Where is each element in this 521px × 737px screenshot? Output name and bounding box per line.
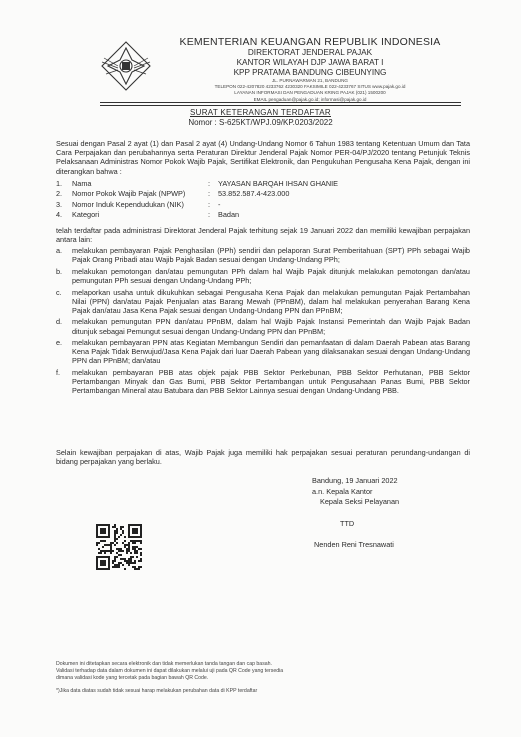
tax-office-name: KPP PRATAMA BANDUNG CIBEUNYING — [233, 68, 387, 77]
field-separator: : — [208, 199, 211, 209]
regional-office-name: KANTOR WILAYAH DJP JAWA BARAT I — [236, 58, 384, 67]
field-number: 1. — [56, 178, 63, 188]
field-number: 3. — [56, 199, 63, 209]
ministry-emblem-icon — [96, 36, 156, 96]
field-label: Nomor Induk Kependudukan (NIK) — [72, 199, 184, 209]
signature-block — [312, 476, 399, 551]
field-separator: : — [208, 210, 211, 220]
footer-note: *)Jika data diatas sudah tidak sesuai harap melakukan perubahan data di KPP terdaftar — [56, 688, 258, 694]
field-number: 4. — [56, 210, 63, 220]
letterhead — [160, 36, 460, 103]
field-row — [56, 210, 470, 221]
letterhead-divider-thin — [100, 105, 461, 106]
qr-code-icon[interactable] — [96, 524, 142, 570]
office-address: JL. PURNAWARMAN 21, BANDUNG — [272, 78, 348, 83]
ministry-name: KEMENTERIAN KEUANGAN REPUBLIK INDONESIA — [179, 36, 441, 48]
field-value-name: YAYASAN BARQAH IHSAN GHANIE — [218, 178, 339, 188]
list-item-text: melakukan pemungutan PPN dan/atau PPnBM, dalam hal Wajib Pajak Instansi Pemerintah dan Wajib Pajak Badan ditunjuk sebagai Pemungut sesuai dengan Undang-Undang PPN dan PPnBM; — [72, 317, 470, 336]
footer-note: dimana validasi kode yang tercetak pada bagian bawah QR Code. — [56, 675, 209, 681]
list-marker: b. — [56, 266, 63, 276]
list-item-text: melakukan pembayaran Pajak Penghasilan (PPh) sendiri dan pelaporan Surat Pemberitahuan (SPT) PPh sebagai Wajib Pajak Orang Pribadi atau Wajib Pajak Badan sesuai dengan Undang-Undang PPh; — [72, 246, 470, 265]
document-number: Nomor : S-625KT/WPJ.09/KP.0203/2022 — [188, 118, 333, 127]
letterhead-divider — [100, 102, 461, 103]
signature-ttd: TTD — [340, 518, 355, 528]
field-separator: : — [208, 178, 211, 188]
footer-note: Dokumen ini ditetapkan secara elektronik dan tidak memerlukan tanda tangan dan cap basah. — [56, 661, 272, 667]
taxpayer-fields — [56, 178, 470, 220]
field-label: Nomor Pokok Wajib Pajak (NPWP) — [72, 189, 186, 199]
list-item — [56, 317, 470, 335]
footer-note: Validasi terhadap data dalam dokumen ini dapat dilakukan melalui uji pada QR Code yang tersedia — [56, 668, 284, 674]
signer-position: Kepala Seksi Pelayanan — [320, 497, 400, 506]
list-item — [56, 267, 470, 285]
intro-paragraph: Sesuai dengan Pasal 2 ayat (1) dan Pasal 2 ayat (4) Undang-Undang Nomor 6 Tahun 1983 tentang Ketentuan Umum dan Tata Cara Perpajakan dan perubahannya serta Peraturan Direktur Jenderal Pajak Nomor PER-04/PJ/2020 tentang Petunjuk Teknis Pelaksanaan Administras Nomor Pokok Wajib Pajak, Sertifikat Elektronik, dan Pengukuhan Pengusaha Kena Pajak, dengan ini diterangkan bahwa : — [56, 139, 470, 176]
field-separator: : — [208, 189, 211, 199]
list-marker: d. — [56, 317, 63, 327]
field-value-npwp: 53.852.587.4-423.000 — [218, 189, 290, 199]
list-item — [56, 368, 470, 395]
field-row — [56, 178, 470, 189]
document-heading: SURAT KETERANGAN TERDAFTAR — [189, 108, 331, 117]
list-item — [56, 288, 470, 315]
list-item-text: melaporkan usaha untuk dikukuhkan sebagai Pengusaha Kena Pajak dan melakukan pemungutan Pajak Pertambahan Nilai (PPN) dan/atau Pajak Penjualan atas Barang Mewah (PPnBM), dalam hal melakukan penyerahan Barang Kena Pajak dan/atau Jasa Kena Pajak sesuai dengan Undang-Undang PPN dan PPnBM; — [72, 287, 470, 315]
list-item-text: melakukan pembayaran PBB atas objek pajak PBB Sektor Perkebunan, PBB Sektor Perhutanan, PBB Sektor Pertambangan Minyak dan Gas Bumi, PBB Sektor Pertambangan untuk Pengusahaan Panas Bumi, PBB Sektor Pertambangan Mineral atau Batubara dan PBB Sektor Lainnya sesuai dengan Undang-Undang PBB. — [72, 368, 470, 396]
field-label: Kategori — [72, 210, 100, 220]
field-row — [56, 199, 470, 210]
list-marker: a. — [56, 246, 63, 255]
office-contact: TELEPON 022-4207820 4233762 4230320 FAKSIMILE 022-4233767 SITUS www.pajak.go.id — [214, 84, 406, 90]
office-email: EMAIL pengaduan@pajak.go.id; informasi@pajak.go.id — [253, 96, 367, 102]
list-marker: f. — [56, 368, 61, 378]
closing-paragraph: Selain kewajiban perpajakan di atas, Wajib Pajak juga memiliki hak perpajakan sesuai peraturan perundang-undangan di bidang perpajakan yang berlaku. — [56, 448, 470, 467]
field-value-nik: - — [218, 199, 221, 209]
field-row — [56, 189, 470, 200]
field-label: Nama — [72, 178, 92, 188]
document-title — [0, 108, 521, 128]
footer-notes — [56, 661, 470, 695]
list-marker: e. — [56, 338, 63, 348]
list-item-text: melakukan pemotongan dan/atau pemungutan PPh dalam hal Wajib Pajak ditunjuk melakukan pemotongan dan/atau pemungutan PPh sesuai dengan Undang-Undang PPh; — [72, 266, 470, 285]
place-date: Bandung, 19 Januari 2022 — [312, 476, 398, 485]
obligations-intro: telah terdaftar pada administrasi Direktorat Jenderal Pajak terhitung sejak 19 Januari 2022 dan memiliki kewajiban perpajakan antara lain: — [56, 226, 470, 245]
field-value-category: Badan — [218, 210, 240, 220]
on-behalf-of: a.n. Kepala Kantor — [312, 486, 373, 496]
signer-name: Nenden Reni Tresnawati — [314, 540, 394, 549]
list-item-text: melakukan pembayaran PPN atas Kegiatan Membangun Sendiri dan pemanfaatan di dalam Daerah Pabean atas Barang Kena Pajak Tidak Berwujud/Jasa Kena Pajak dari luar Daerah Pabean yang dilaksanakan sesuai dengan Undang-Undang PPN dan PPnBM; dan/atau — [72, 338, 470, 366]
directorate-name: DIREKTORAT JENDERAL PAJAK — [247, 48, 373, 57]
obligations-list — [56, 246, 470, 398]
office-service-line: LAYANAN INFORMASI DAN PENGADUAN KRING PAJAK (021) 1500200 — [234, 90, 386, 96]
list-item — [56, 338, 470, 365]
list-marker: c. — [56, 287, 62, 297]
field-number: 2. — [56, 189, 63, 199]
list-item — [56, 246, 470, 264]
